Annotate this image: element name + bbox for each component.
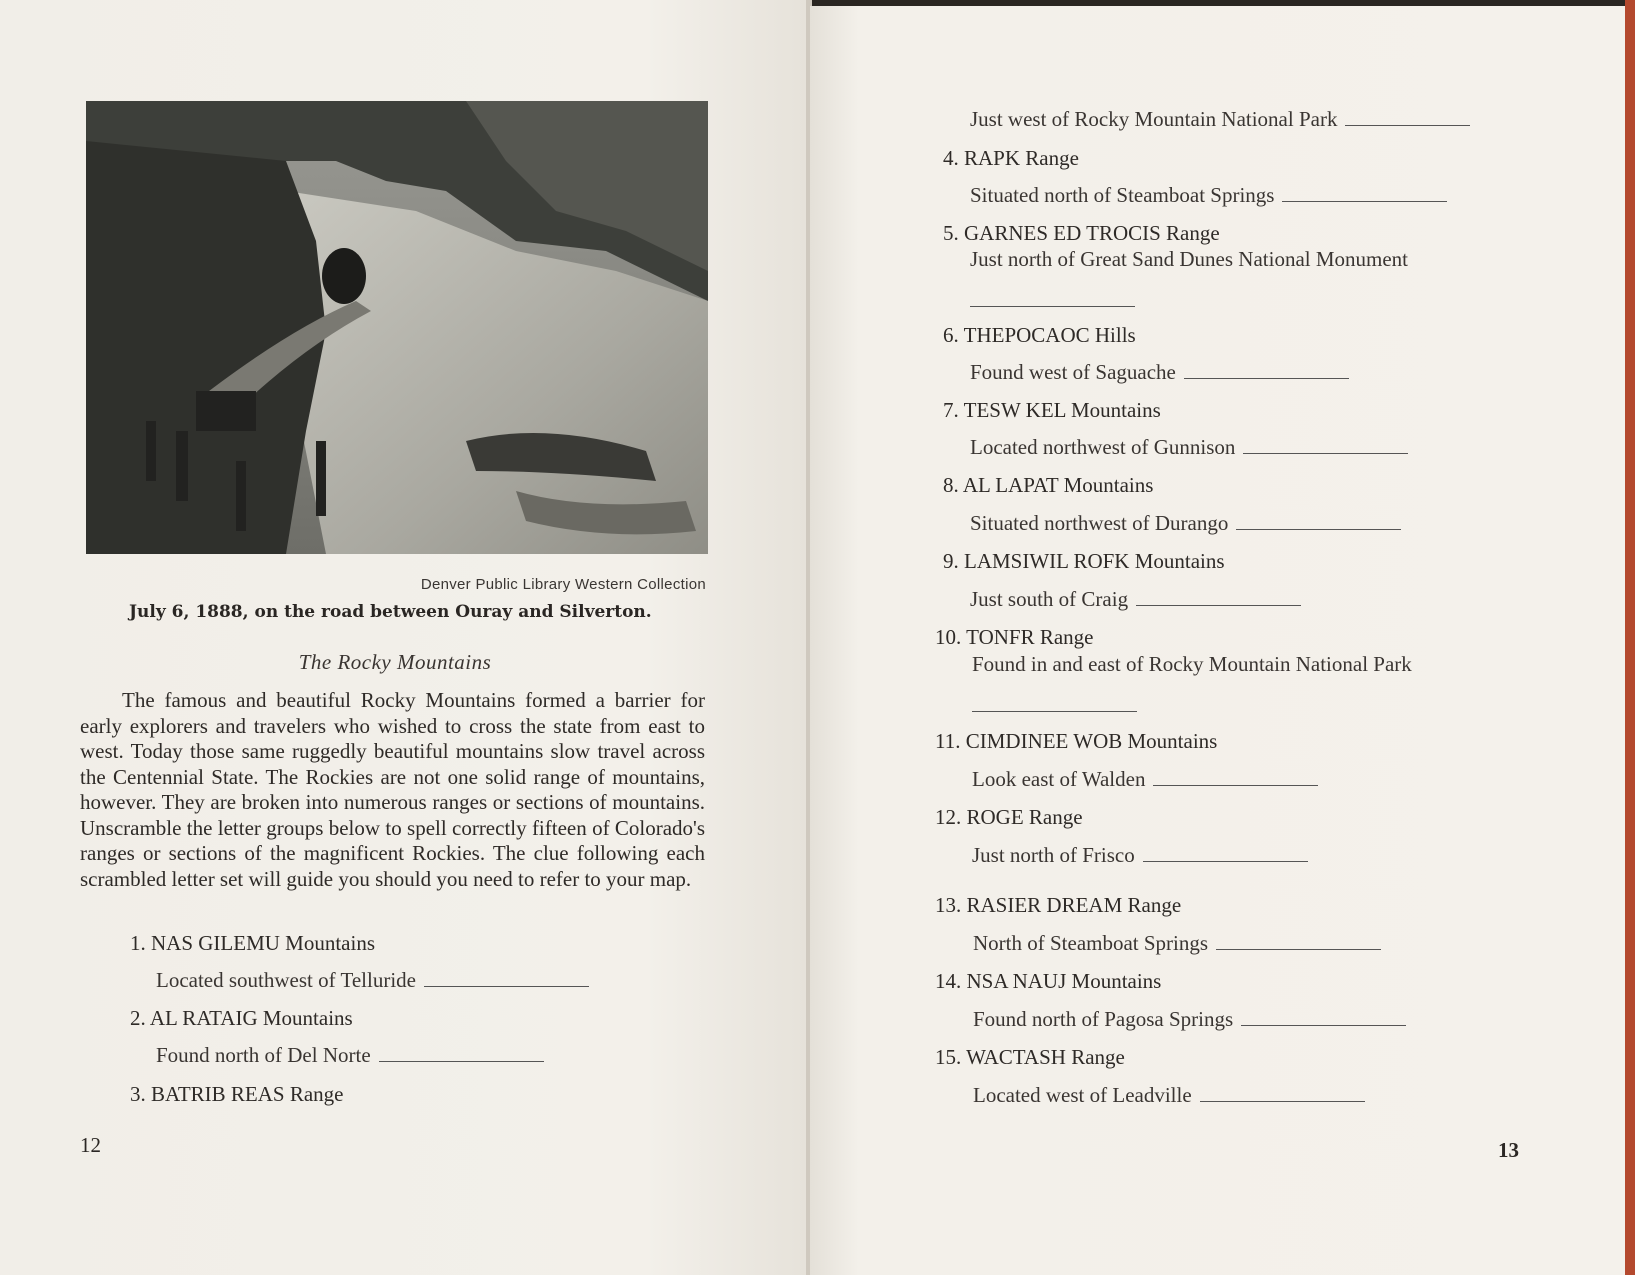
answer-blank-1[interactable] [424, 985, 589, 987]
answer-blank-15[interactable] [1200, 1100, 1365, 1102]
photo-illustration [86, 101, 708, 554]
question-10-name: 10. TONFR Range [935, 625, 1094, 649]
answer-blank-6[interactable] [1184, 377, 1349, 379]
question-14-clue: Found north of Pagosa Springs [973, 1007, 1406, 1032]
question-12-name: 12. ROGE Range [935, 805, 1083, 829]
answer-blank-8[interactable] [1236, 528, 1401, 530]
photo-credit: Denver Public Library Western Collection [420, 576, 706, 593]
question-2-name: 2. AL RATAIG Mountains [130, 1006, 353, 1030]
page-number-right: 13 [1498, 1138, 1519, 1162]
question-13-name: 13. RASIER DREAM Range [935, 893, 1182, 917]
question-11-name: 11. CIMDINEE WOB Mountains [935, 729, 1218, 753]
question-2-clue: Found north of Del Norte [156, 1043, 544, 1068]
question-8-clue: Situated northwest of Durango [970, 511, 1401, 536]
section-heading: The Rocky Mountains [298, 650, 492, 674]
question-7-clue: Located northwest of Gunnison [970, 435, 1408, 460]
answer-blank-7[interactable] [1243, 452, 1408, 454]
question-9-name: 9. LAMSIWIL ROFK Mountains [943, 549, 1225, 573]
photo-caption: July 6, 1888, on the road between Ouray and Silverton. [129, 602, 652, 622]
question-4-name: 4. RAPK Range [943, 146, 1079, 170]
answer-blank-14[interactable] [1241, 1024, 1406, 1026]
question-1-name: 1. NAS GILEMU Mountains [130, 931, 375, 955]
question-6-clue: Found west of Saguache [970, 360, 1349, 385]
answer-blank-12[interactable] [1143, 860, 1308, 862]
question-8-name: 8. AL LAPAT Mountains [943, 473, 1154, 497]
answer-blank-11[interactable] [1153, 784, 1318, 786]
question-14-name: 14. NSA NAUJ Mountains [935, 969, 1162, 993]
question-5-clue: Just north of Great Sand Dunes National Monument [970, 247, 1409, 271]
right-page [810, 6, 1625, 1275]
answer-blank-3[interactable] [1345, 124, 1470, 126]
answer-blank-10[interactable] [972, 710, 1137, 712]
answer-blank-2[interactable] [379, 1060, 544, 1062]
question-13-clue: North of Steamboat Springs [973, 931, 1381, 956]
question-5-name: 5. GARNES ED TROCIS Range [943, 221, 1220, 245]
question-3-clue: Just west of Rocky Mountain National Park [970, 107, 1470, 132]
question-9-clue: Just south of Craig [970, 587, 1301, 612]
question-3-name: 3. BATRIB REAS Range [130, 1082, 344, 1106]
question-10-clue: Found in and east of Rocky Mountain National Park [972, 652, 1412, 676]
question-4-clue: Situated north of Steamboat Springs [970, 183, 1447, 208]
page-number-left: 12 [80, 1133, 101, 1157]
question-11-clue: Look east of Walden [972, 767, 1318, 792]
left-page [0, 0, 808, 1275]
intro-paragraph-text: The famous and beautiful Rocky Mountains formed a barrier for early explorers and travelers who wished to cross the state from east to west. Today those same ruggedly beautiful mountains slow travel across the Centennial State. The Rockies are not one solid range of mountains, however. They are broken into numerous ranges or sections of mountains. Unscramble the letter groups below to spell correctly fifteen of Colorado's ranges or sections of the magnificent Rockies. The clue following each scrambled letter set will guide you should you need to refer to your map. [80, 688, 705, 891]
answer-blank-4[interactable] [1282, 200, 1447, 202]
book-cover-edge [1625, 0, 1635, 1275]
historical-photo [86, 101, 708, 554]
question-7-name: 7. TESW KEL Mountains [943, 398, 1161, 422]
question-15-clue: Located west of Leadville [973, 1083, 1365, 1108]
question-1-clue: Located southwest of Telluride [156, 968, 589, 993]
intro-paragraph [80, 688, 705, 892]
question-15-name: 15. WACTASH Range [935, 1045, 1125, 1069]
question-12-clue: Just north of Frisco [972, 843, 1308, 868]
answer-blank-13[interactable] [1216, 948, 1381, 950]
answer-blank-5[interactable] [970, 305, 1135, 307]
answer-blank-9[interactable] [1136, 604, 1301, 606]
question-6-name: 6. THEPOCAOC Hills [943, 323, 1136, 347]
